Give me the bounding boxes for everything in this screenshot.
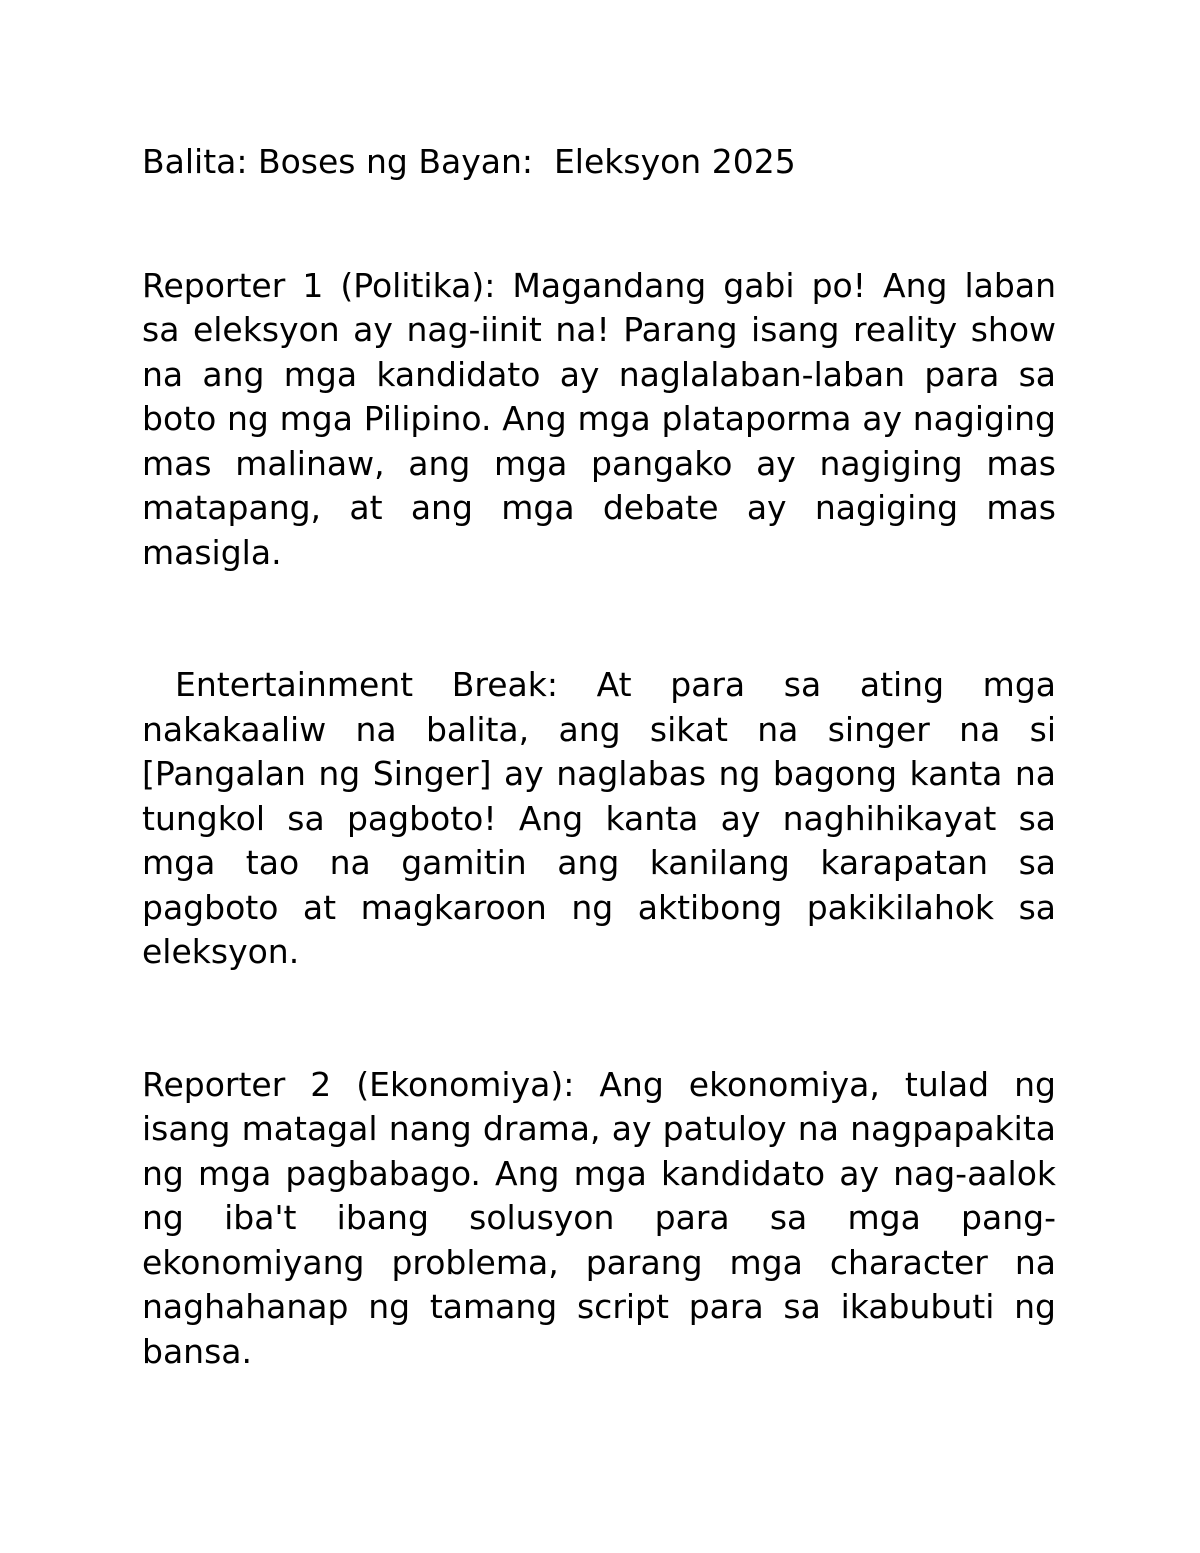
document-title: Balita: Boses ng Bayan: Eleksyon 2025: [142, 142, 796, 181]
paragraph-reporter-2: Reporter 2 (Ekonomiya): Ang ekonomiya, tulad ng isang matagal nang drama, ay patuloy na nagpapakita ng mga pagbabago. Ang mga kandidato ay nag-aalok ng iba't ibang solusyon para sa mga pang-ekonomiyang problema, parang mga character na naghahanap ng tamang script para sa ikabubuti ng bansa.: [142, 1064, 1056, 1371]
paragraph-reporter-1: Reporter 1 (Politika): Magandang gabi po! Ang laban sa eleksyon ay nag-iinit na! Parang isang reality show na ang mga kandidato ay naglalaban-laban para sa boto ng mga Pilipino. Ang mga plataporma ay nagiging mas malinaw, ang mga pangako ay nagiging mas matapang, at ang mga debate ay nagiging mas masigla.: [142, 265, 1056, 572]
paragraph-entertainment-break: Entertainment Break: At para sa ating mga nakakaaliw na balita, ang sikat na singer na si [Pangalan ng Singer] ay naglabas ng bagong kanta na tungkol sa pagboto! Ang kanta ay naghihikayat sa mga tao na gamitin ang kanilang karapatan sa pagboto at magkaroon ng aktibong pakikilahok sa eleksyon.: [142, 665, 1056, 971]
document-body: [142, 140, 1056, 1374]
